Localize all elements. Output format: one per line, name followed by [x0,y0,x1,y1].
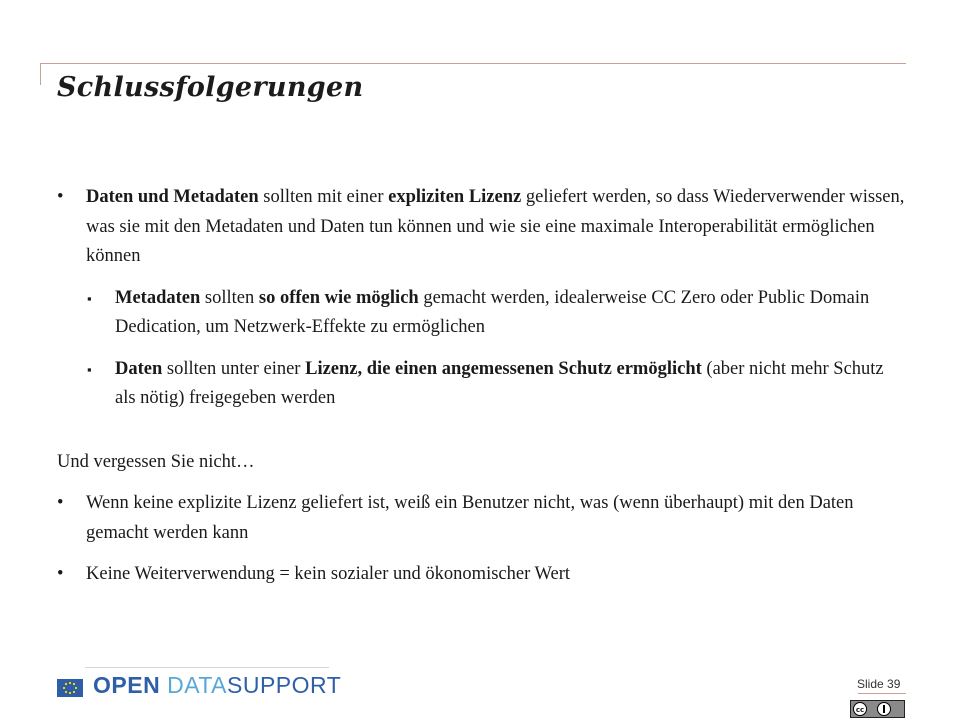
logo-support-text: SUPPORT [227,672,342,698]
by-icon [877,702,891,716]
cc-by-icon [850,700,905,718]
body-text: sollten [200,287,259,308]
slide-number: Slide 39 [857,677,901,691]
bullet-item [57,560,907,590]
slide-content [57,183,907,602]
bold-text: Lizenz, die einen angemessenen Schutz ermöglicht [305,358,702,379]
body-text: Keine Weiterverwendung = kein sozialer und ökonomischer Wert [86,564,571,584]
logo-wordmark [93,672,341,699]
body-text: (aber nicht mehr Schutz als nötig) freigegeben werden [115,358,884,408]
cc-icon: cc [853,702,867,716]
sub-bullet-item [57,284,907,343]
bold-text: Daten und Metadaten [86,187,259,207]
eu-flag-icon [57,679,83,697]
bullet-marker: • [57,564,64,584]
bold-text: Daten [115,358,163,379]
sub-bullet-marker: ▪ [87,361,92,377]
body-text: gemacht werden, idealerweise CC Zero oder Public Domain Dedication, um Netzwerk-Effekte zu ermöglichen [115,287,870,337]
logo-open-text: OPEN [93,672,161,698]
sub-bullet-item [57,355,907,414]
bold-text: expliziten Lizenz [388,187,522,207]
header-rule [40,63,906,64]
sub-bullet-marker: ▪ [87,290,92,306]
open-data-support-logo [57,667,342,701]
slide-number-rule [858,693,906,694]
bold-text: so offen wie möglich [258,287,419,308]
body-text: Wenn keine explizite Lizenz geliefert ist, weiß ein Benutzer nicht, was (wenn überhaupt) mit den Daten gemacht werden kann [86,493,854,543]
body-text: geliefert werden, so dass Wiederverwender wissen, was sie mit den Metadaten und Daten tun können und wie sie eine maximale Interoperabilität ermöglichen können [86,187,905,266]
logo-data-text: DATA [167,672,228,698]
bullet-item [57,183,907,272]
header-tick [40,63,41,85]
reminder-text: Und vergessen Sie nicht… [57,451,255,472]
body-text: sollten unter einer [162,358,306,379]
slide-title: Schlussfolgerungen [57,72,364,103]
footer-rule [85,667,329,668]
bullet-marker: • [57,187,64,207]
bullet-item [57,489,907,548]
body-text: sollten mit einer [258,187,389,207]
bullet-marker: • [57,493,64,513]
bold-text: Metadaten [115,287,201,308]
